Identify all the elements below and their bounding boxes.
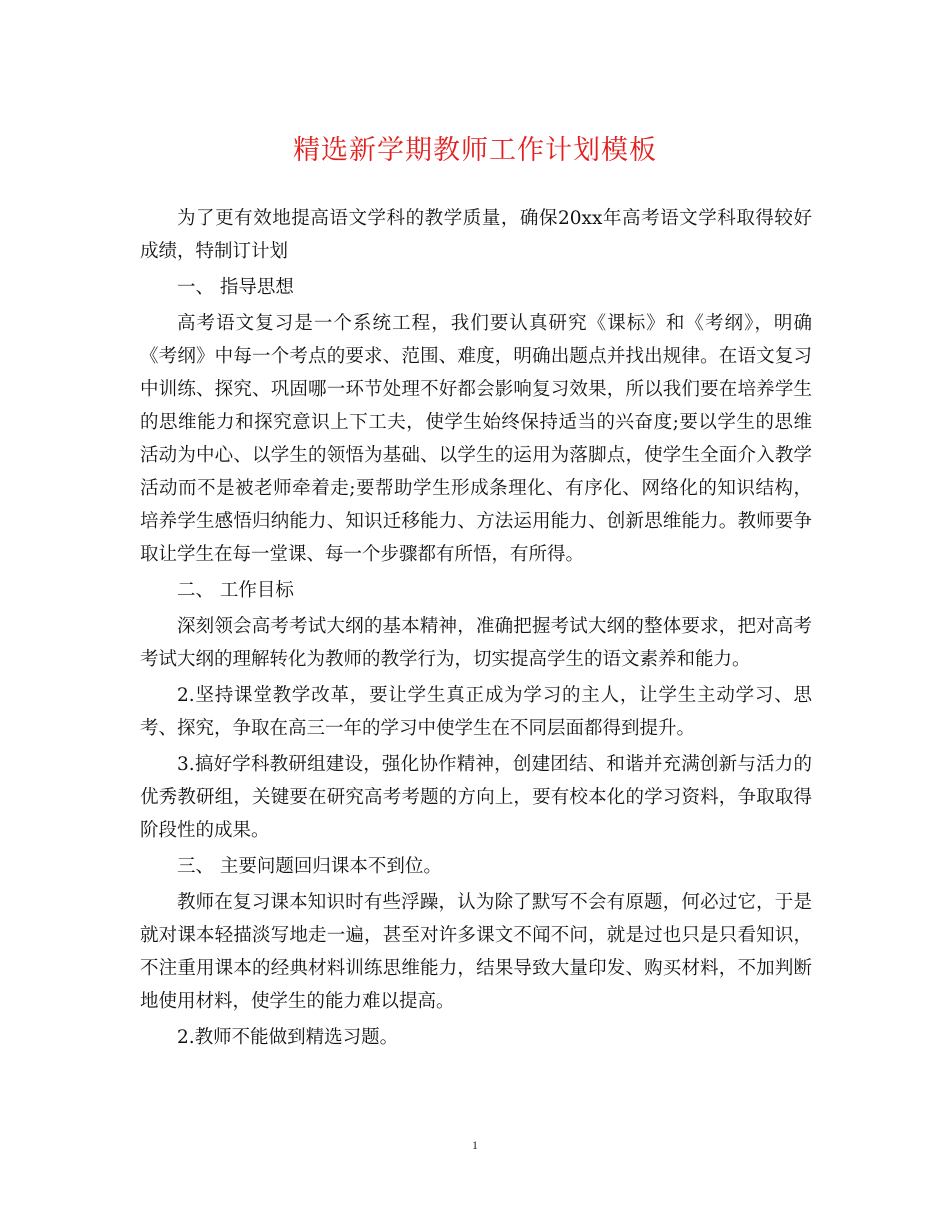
section-heading-guiding-ideology: 一、 指导思想 [177,277,294,298]
page-number: 1 [472,1138,478,1152]
section-heading-main-problems: 三、 主要问题回归课本不到位。 [177,856,442,877]
paragraph-problem-1: 教师在复习课本知识时有些浮躁，认为除了默写不会有原题，何必过它，于是就对课本轻描淡写地走一遍，甚至对许多课文不闻不问，就是过也只是只看知识，不注重用课本的经典材料训练思维能力，结果导致大量印发、购买材料，不加判断地使用材料，使学生的能力难以提高。 [140,892,812,1012]
paragraph-problem-2: 2.教师不能做到精选习题。 [177,1027,399,1048]
paragraph-intro: 为了更有效地提高语文学科的教学质量，确保20xx年高考语文学科取得较好成绩，特制订计划 [140,208,812,262]
section-heading-work-goals: 二、 工作目标 [177,580,294,601]
document-title: 精选新学期教师工作计划模板 [293,135,657,166]
document-body [140,202,812,1057]
paragraph-goal-2: 2.坚持课堂教学改革，要让学生真正成为学习的主人，让学生主动学习、思考、探究，争取在高三一年的学习中使学生在不同层面都得到提升。 [140,685,812,739]
paragraph-guiding-ideology: 高考语文复习是一个系统工程，我们要认真研究《课标》和《考纲》，明确《考纲》中每一个考点的要求、范围、难度，明确出题点并找出规律。在语文复习中训练、探究、巩固哪一环节处理不好都会影响复习效果，所以我们要在培养学生的思维能力和探究意识上下工夫，使学生始终保持适当的兴奋度;要以学生的思维活动为中心、以学生的领悟为基础、以学生的运用为落脚点，使学生全面介入教学活动而不是被老师牵着走;要帮助学生形成条理化、有序化、网络化的知识结构，培养学生感悟归纳能力、知识迁移能力、方法运用能力、创新思维能力。教师要争取让学生在每一堂课、每一个步骤都有所悟，有所得。 [140,313,812,565]
paragraph-goal-3: 3.搞好学科教研组建设，强化协作精神，创建团结、和谐并充满创新与活力的优秀教研组，关键要在研究高考考题的方向上，要有校本化的学习资料，争取取得阶段性的成果。 [140,754,812,841]
paragraph-goal-1: 深刻领会高考考试大纲的基本精神，准确把握考试大纲的整体要求，把对高考考试大纲的理解转化为教师的教学行为，切实提高学生的语文素养和能力。 [140,616,812,670]
